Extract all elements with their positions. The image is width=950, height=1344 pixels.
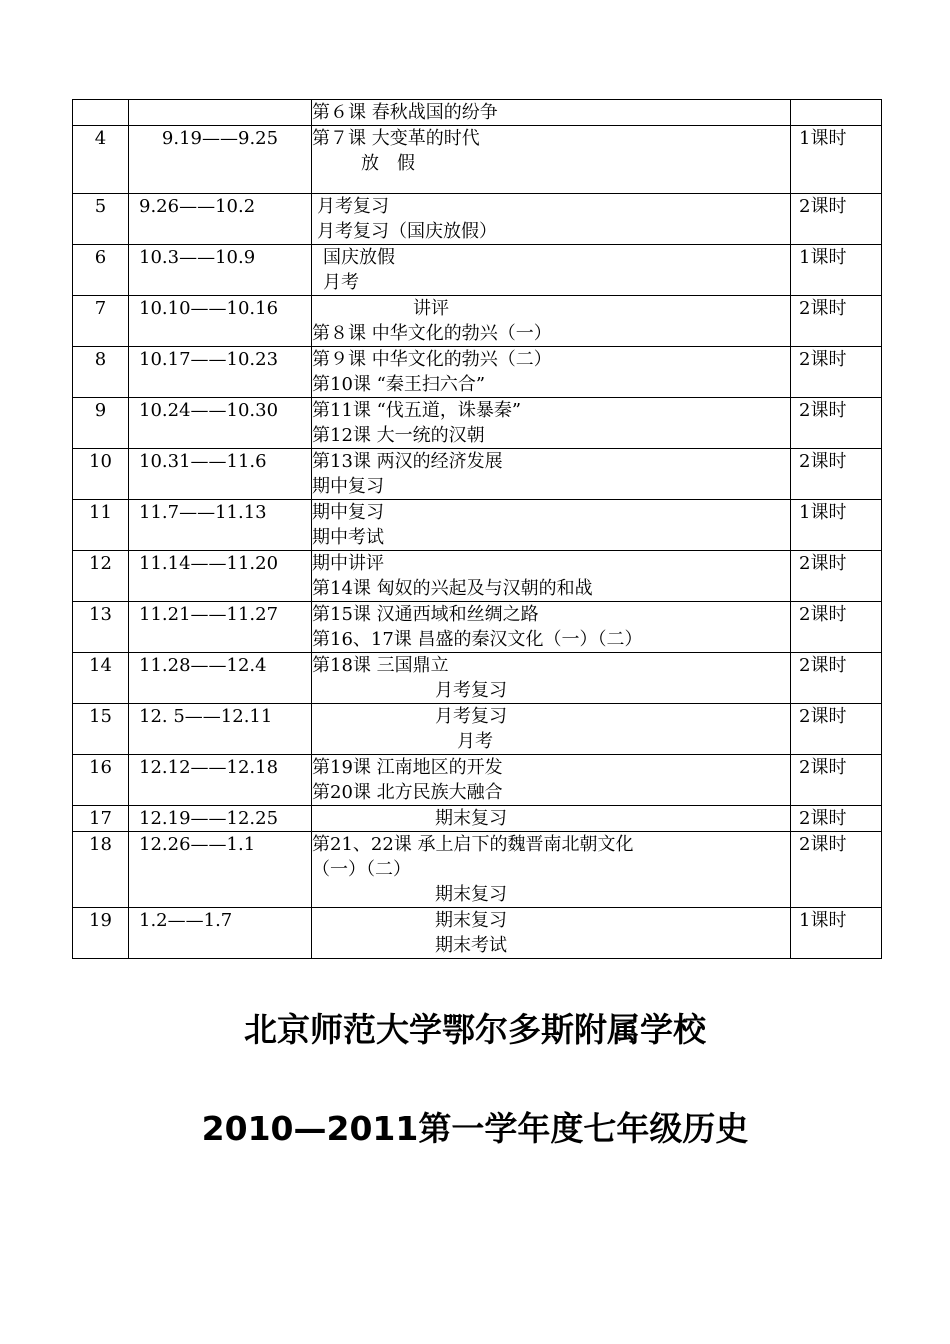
class-hours-cell: 2课时 <box>791 755 882 806</box>
lesson-line: 月考复习（国庆放假） <box>317 221 497 242</box>
class-hours-cell: 2课时 <box>791 398 882 449</box>
class-hours-cell: 2课时 <box>791 194 882 245</box>
lesson-content-cell <box>312 500 791 551</box>
lesson-line: 期中讲评 <box>312 553 384 574</box>
lesson-line: 第21、22课 承上启下的魏晋南北朝文化 <box>312 834 634 855</box>
week-cell: 14 <box>73 653 129 704</box>
lesson-content-cell <box>312 755 791 806</box>
lesson-line: 讲评 <box>413 298 449 319</box>
lesson-line: 期末复习 <box>435 910 507 931</box>
date-range-cell: 11.7——11.13 <box>129 500 312 551</box>
lesson-line: 第19课 江南地区的开发 <box>312 757 503 778</box>
lesson-line: 期末复习 <box>435 884 507 905</box>
table-row <box>73 100 882 126</box>
table-row <box>73 296 882 347</box>
date-range-cell: 10.31——11.6 <box>129 449 312 500</box>
week-cell: 9 <box>73 398 129 449</box>
lesson-content-cell <box>312 551 791 602</box>
table-row <box>73 908 882 959</box>
class-hours-cell: 2课时 <box>791 449 882 500</box>
week-cell: 18 <box>73 832 129 908</box>
class-hours-cell: 1课时 <box>791 500 882 551</box>
lesson-line: 月考 <box>323 272 359 293</box>
table-row <box>73 245 882 296</box>
class-hours-cell: 1课时 <box>791 126 882 194</box>
table-row <box>73 347 882 398</box>
week-cell: 13 <box>73 602 129 653</box>
date-range-cell: 10.17——10.23 <box>129 347 312 398</box>
table-row <box>73 500 882 551</box>
lesson-line: 国庆放假 <box>323 247 395 268</box>
class-hours-cell: 2课时 <box>791 653 882 704</box>
lesson-content-cell <box>312 832 791 908</box>
lesson-line: 月考复习 <box>435 706 507 727</box>
lesson-content-cell <box>312 653 791 704</box>
lesson-line: 第15课 汉通西域和丝绸之路 <box>312 604 539 625</box>
table-row <box>73 398 882 449</box>
lesson-line: 期中复习 <box>312 476 384 497</box>
table-row <box>73 551 882 602</box>
date-range-cell: 12. 5——12.11 <box>129 704 312 755</box>
date-range-cell: 10.24——10.30 <box>129 398 312 449</box>
date-range-cell: 10.10——10.16 <box>129 296 312 347</box>
lesson-content-cell <box>312 126 791 194</box>
lesson-line: 放 假 <box>361 153 415 174</box>
class-hours-cell: 2课时 <box>791 806 882 832</box>
class-hours-cell: 2课时 <box>791 704 882 755</box>
week-cell <box>73 100 129 126</box>
lesson-content-cell <box>312 602 791 653</box>
lesson-content-cell <box>312 704 791 755</box>
date-range-cell: 11.21——11.27 <box>129 602 312 653</box>
lesson-content-cell <box>312 806 791 832</box>
class-hours-cell: 2课时 <box>791 602 882 653</box>
term-title: 2010—2011第一学年度七年级历史 <box>201 1109 749 1148</box>
date-range-cell: 10.3——10.9 <box>129 245 312 296</box>
date-range-cell: 9.26——10.2 <box>129 194 312 245</box>
lesson-line: 期末复习 <box>435 808 507 829</box>
lesson-line: 第11课 “伐五道，诛暴秦” <box>312 400 522 421</box>
lesson-content-cell <box>312 449 791 500</box>
lesson-line: 第６课 春秋战国的纷争 <box>312 102 498 123</box>
week-cell: 16 <box>73 755 129 806</box>
week-cell: 5 <box>73 194 129 245</box>
class-hours-cell: 1课时 <box>791 245 882 296</box>
table-row <box>73 806 882 832</box>
date-range-cell: 1.2——1.7 <box>129 908 312 959</box>
week-cell: 19 <box>73 908 129 959</box>
table-row <box>73 126 882 194</box>
week-cell: 4 <box>73 126 129 194</box>
table-row <box>73 194 882 245</box>
table-row <box>73 653 882 704</box>
lesson-line: 第20课 北方民族大融合 <box>312 782 503 803</box>
week-cell: 15 <box>73 704 129 755</box>
lesson-content-cell <box>312 296 791 347</box>
date-range-cell <box>129 100 312 126</box>
date-range-cell: 11.14——11.20 <box>129 551 312 602</box>
lesson-line: 期末考试 <box>435 935 507 956</box>
lesson-line: 期中复习 <box>312 502 384 523</box>
schedule-table <box>72 99 882 959</box>
week-cell: 11 <box>73 500 129 551</box>
week-cell: 12 <box>73 551 129 602</box>
week-cell: 17 <box>73 806 129 832</box>
week-cell: 10 <box>73 449 129 500</box>
lesson-line: 月考复习 <box>435 680 507 701</box>
date-range-cell: 11.28——12.4 <box>129 653 312 704</box>
lesson-content-cell <box>312 245 791 296</box>
lesson-line: 第16、17课 昌盛的秦汉文化（一）（二） <box>312 629 643 650</box>
table-row <box>73 602 882 653</box>
lesson-content-cell <box>312 398 791 449</box>
week-cell: 6 <box>73 245 129 296</box>
date-range-cell: 12.26——1.1 <box>129 832 312 908</box>
date-range-cell: 9.19——9.25 <box>129 126 312 194</box>
lesson-line: 第12课 大一统的汉朝 <box>312 425 485 446</box>
table-row <box>73 755 882 806</box>
class-hours-cell: 2课时 <box>791 551 882 602</box>
table-row <box>73 832 882 908</box>
lesson-content-cell <box>312 194 791 245</box>
date-range-cell: 12.19——12.25 <box>129 806 312 832</box>
lesson-line: 第18课 三国鼎立 <box>312 655 449 676</box>
class-hours-cell: 1课时 <box>791 908 882 959</box>
class-hours-cell: 2课时 <box>791 832 882 908</box>
lesson-line: 第７课 大变革的时代 <box>312 128 480 149</box>
lesson-line: 月考复习 <box>317 196 389 217</box>
lesson-content-cell <box>312 908 791 959</box>
lesson-line: 第８课 中华文化的勃兴（一） <box>312 323 552 344</box>
week-cell: 8 <box>73 347 129 398</box>
school-title: 北京师范大学鄂尔多斯附属学校 <box>244 1010 706 1049</box>
table-row <box>73 449 882 500</box>
lesson-content-cell <box>312 347 791 398</box>
class-hours-cell <box>791 100 882 126</box>
lesson-line: 第14课 匈奴的兴起及与汉朝的和战 <box>312 578 593 599</box>
lesson-content-cell <box>312 100 791 126</box>
class-hours-cell: 2课时 <box>791 347 882 398</box>
lesson-line: （一）（二） <box>312 859 411 880</box>
schedule-body <box>73 100 882 959</box>
class-hours-cell: 2课时 <box>791 296 882 347</box>
lesson-line: 月考 <box>457 731 493 752</box>
table-row <box>73 704 882 755</box>
week-cell: 7 <box>73 296 129 347</box>
lesson-line: 第10课 “秦王扫六合” <box>312 374 486 395</box>
lesson-line: 第13课 两汉的经济发展 <box>312 451 503 472</box>
lesson-line: 期中考试 <box>312 527 384 548</box>
date-range-cell: 12.12——12.18 <box>129 755 312 806</box>
lesson-line: 第９课 中华文化的勃兴（二） <box>312 349 552 370</box>
